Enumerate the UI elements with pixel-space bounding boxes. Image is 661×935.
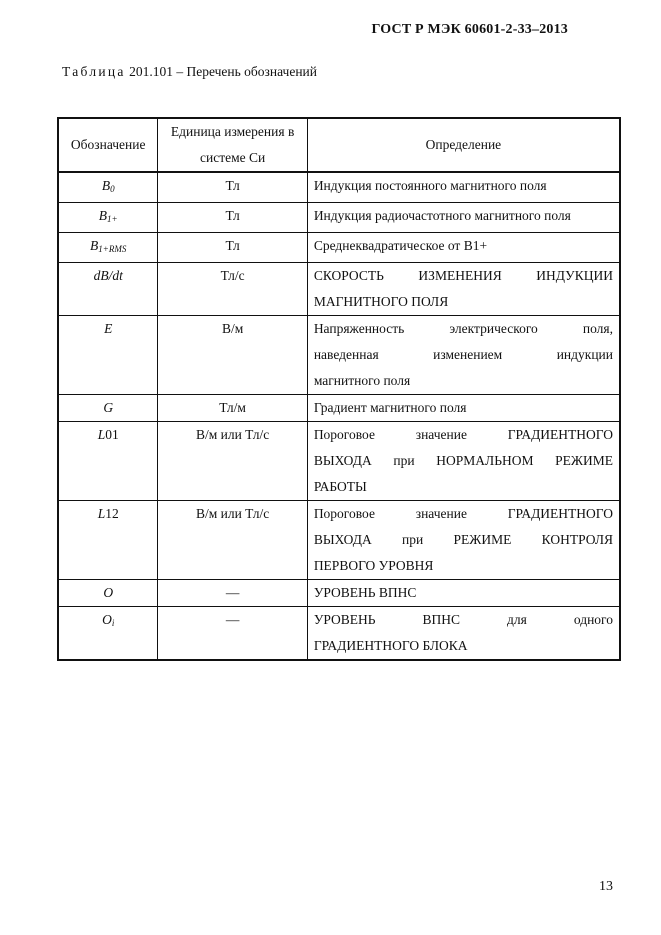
table-row [58, 203, 620, 233]
table-row [58, 233, 620, 263]
definition-cell: Градиент магнитного поля [307, 395, 620, 422]
page-number: 13 [599, 879, 613, 894]
definition-cell: Индукция радиочастотного магнитного поля [307, 203, 620, 233]
symbol-cell: dB/dt [58, 263, 158, 316]
symbol-cell: G [58, 395, 158, 422]
table-header-row [58, 118, 620, 172]
table-row [58, 263, 620, 316]
unit-cell: Тл [158, 203, 307, 233]
caption-number: 201.101 [129, 64, 173, 79]
definition-cell: Пороговое значение ГРАДИЕНТНОГО ВЫХОДА при РЕЖИМЕ КОНТРОЛЯ ПЕРВОГО УРОВНЯ [307, 501, 620, 580]
document-standard-header: ГОСТ Р МЭК 60601-2-33–2013 [371, 22, 568, 37]
definition-cell: УРОВЕНЬ ВПНС [307, 580, 620, 607]
unit-cell: Тл/м [158, 395, 307, 422]
table-row [58, 501, 620, 580]
table-row [58, 395, 620, 422]
table-row [58, 172, 620, 203]
definition-cell: УРОВЕНЬ ВПНС для одного ГРАДИЕНТНОГО БЛОКА [307, 607, 620, 661]
unit-cell: — [158, 580, 307, 607]
definition-cell: Напряженность электрического поля, наведенная изменением индукции магнитного поля [307, 316, 620, 395]
column-header-unit: Единица измерения в системе Си [158, 118, 307, 172]
unit-cell: Тл/с [158, 263, 307, 316]
definition-cell: СКОРОСТЬ ИЗМЕНЕНИЯ ИНДУКЦИИ МАГНИТНОГО ПОЛЯ [307, 263, 620, 316]
table-row [58, 316, 620, 395]
symbol-cell: $B_{1+RMS}$ [58, 233, 158, 263]
symbol-cell: O [58, 580, 158, 607]
symbol-cell: $B_0$ [58, 172, 158, 203]
caption-prefix: Таблица [62, 64, 126, 79]
symbols-table [57, 117, 621, 661]
symbol-cell: L12 [58, 501, 158, 580]
symbol-cell: E [58, 316, 158, 395]
symbol-cell: $B_{1+}$ [58, 203, 158, 233]
caption-title: Перечень обозначений [186, 64, 317, 79]
unit-cell: В/м [158, 316, 307, 395]
symbol-cell: $O_i$ [58, 607, 158, 661]
table-row [58, 607, 620, 661]
symbol-cell: L01 [58, 422, 158, 501]
definition-cell: Индукция постоянного магнитного поля [307, 172, 620, 203]
unit-cell: — [158, 607, 307, 661]
unit-cell: В/м или Тл/с [158, 501, 307, 580]
column-header-symbol: Обозначение [58, 118, 158, 172]
definition-cell: Пороговое значение ГРАДИЕНТНОГО ВЫХОДА при НОРМАЛЬНОМ РЕЖИМЕ РАБОТЫ [307, 422, 620, 501]
unit-cell: Тл [158, 172, 307, 203]
definition-cell: Среднеквадратическое от B1+ [307, 233, 620, 263]
table-row [58, 422, 620, 501]
column-header-definition: Определение [307, 118, 620, 172]
table-row [58, 580, 620, 607]
caption-dash: – [176, 64, 184, 79]
table-caption [62, 64, 317, 80]
unit-cell: Тл [158, 233, 307, 263]
unit-cell: В/м или Тл/с [158, 422, 307, 501]
